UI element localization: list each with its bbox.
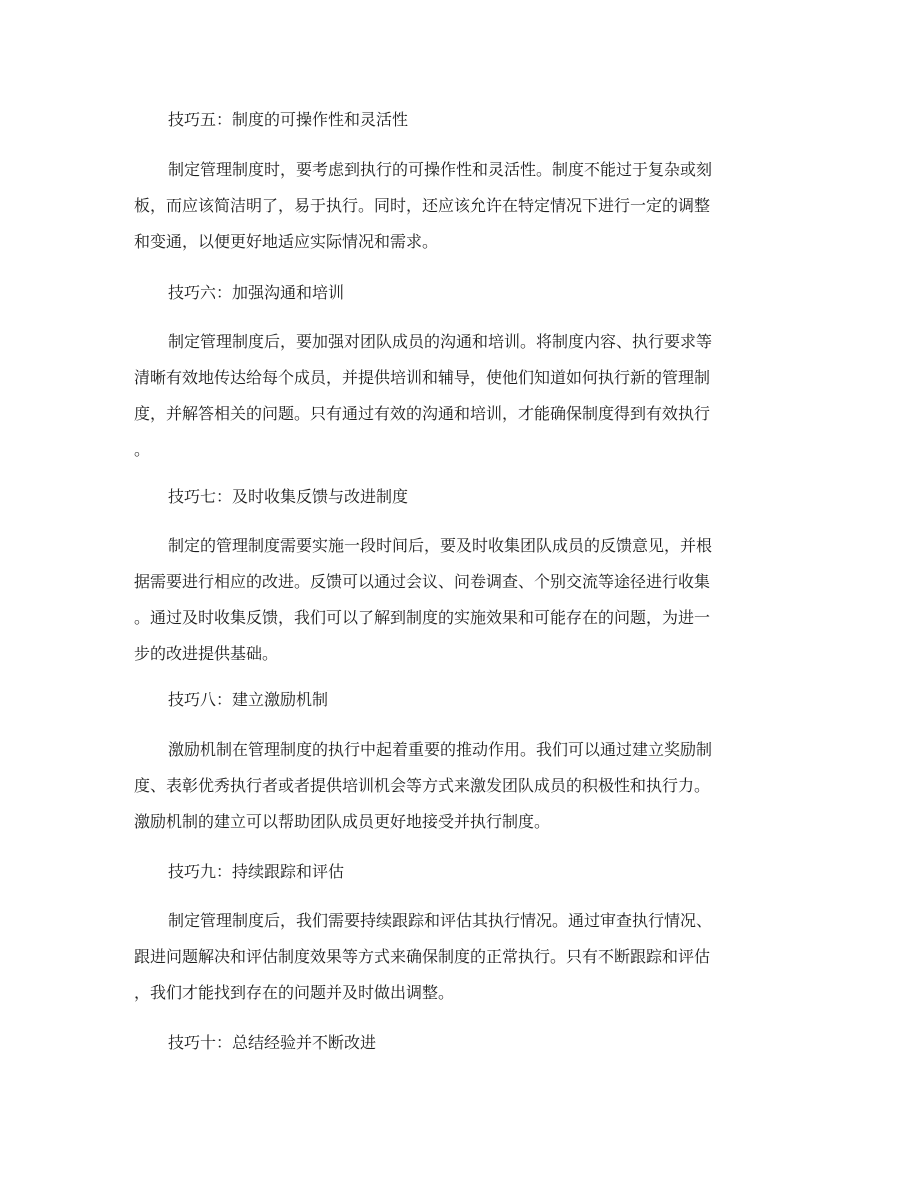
paragraph-line: 步的改进提供基础。 (134, 644, 279, 663)
paragraph-line: 据需要进行相应的改进。反馈可以通过会议、问卷调查、个别交流等途径进行收集 (134, 572, 711, 591)
paragraph-line: ，我们才能找到存在的问题并及时做出调整。 (134, 983, 455, 1002)
section-heading-8: 技巧八：建立激励机制 (168, 690, 329, 709)
paragraph-line: 度、表彰优秀执行者或者提供培训机会等方式来激发团队成员的积极性和执行力。 (134, 776, 711, 795)
paragraph-line: 板，而应该简洁明了，易于执行。同时，还应该允许在特定情况下进行一定的调整 (134, 196, 711, 215)
section-heading-10: 技巧十：总结经验并不断改进 (168, 1033, 377, 1052)
paragraph-line: 清晰有效地传达给每个成员，并提供培训和辅导，使他们知道如何执行新的管理制 (134, 368, 711, 387)
paragraph-line: 制定管理制度时，要考虑到执行的可操作性和灵活性。制度不能过于复杂或刻 (168, 160, 713, 179)
paragraph-line: 。通过及时收集反馈，我们可以了解到制度的实施效果和可能存在的问题，为进一 (134, 608, 711, 627)
section-heading-9: 技巧九：持续跟踪和评估 (168, 862, 345, 881)
section-heading-5: 技巧五：制度的可操作性和灵活性 (168, 110, 409, 129)
paragraph-line: 跟进问题解决和评估制度效果等方式来确保制度的正常执行。只有不断跟踪和评估 (134, 947, 711, 966)
section-heading-6: 技巧六：加强沟通和培训 (168, 283, 345, 302)
section-paragraph-9 (134, 911, 794, 1019)
paragraph-line: 激励机制的建立可以帮助团队成员更好地接受并执行制度。 (134, 812, 551, 831)
paragraph-line: 和变通，以便更好地适应实际情况和需求。 (134, 232, 439, 251)
section-paragraph-5 (134, 160, 794, 268)
section-paragraph-7 (134, 536, 794, 680)
section-paragraph-8 (134, 740, 794, 848)
paragraph-line: 激励机制在管理制度的执行中起着重要的推动作用。我们可以通过建立奖励制 (168, 740, 713, 759)
section-paragraph-6 (134, 332, 794, 476)
section-heading-7: 技巧七：及时收集反馈与改进制度 (168, 487, 409, 506)
paragraph-line: 度，并解答相关的问题。只有通过有效的沟通和培训，才能确保制度得到有效执行 (134, 404, 711, 423)
paragraph-line: 制定管理制度后，我们需要持续跟踪和评估其执行情况。通过审查执行情况、 (168, 911, 713, 930)
paragraph-line: 制定的管理制度需要实施一段时间后，要及时收集团队成员的反馈意见，并根 (168, 536, 713, 555)
paragraph-line: 。 (134, 440, 151, 459)
paragraph-line: 制定管理制度后，要加强对团队成员的沟通和培训。将制度内容、执行要求等 (168, 332, 713, 351)
